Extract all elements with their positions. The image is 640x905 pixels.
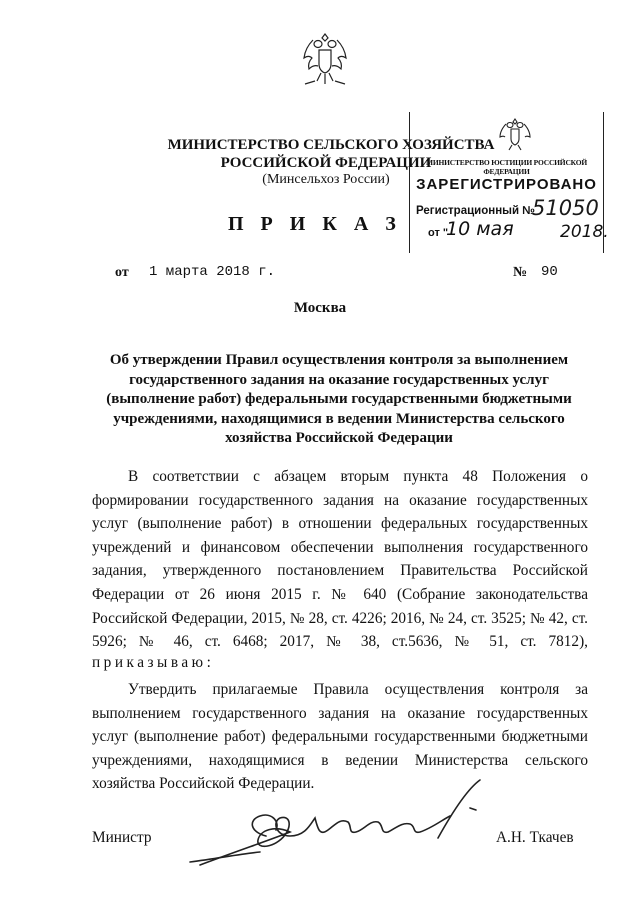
document-type: П Р И К А З (228, 213, 402, 235)
document-title: Об утверждении Правил осуществления контроля за выполнением государственного задания на оказание государственных услуг (выполнение работ) федеральными государственными бюджетными учреждениями, находящимися в ведении Министерства сельского хозяйства Российской Федерации (106, 352, 572, 447)
coat-of-arms-icon (299, 28, 351, 92)
body-paragraph-1: В соответствии с абзацем вторым пункта 48 Положения о формировании государственного задания на оказание государственных услуг (выполнение работ) в отношении федеральных государственных учреждений и финансовом обеспечении выполнения государственного задания, утвержденного постановлением Правительства Российской Федерации от 26 июня 2015 г. № 640 (Собрание законодательства Российской Федерации, 2015, № 28, ст. 4226; 2016, № 24, ст. 3525; № 42, ст. 5926; № 46, ст. 6468; 2017, № 38, ст.5636, № 51, ст. 7812), (92, 468, 588, 651)
orders-colon: : (206, 654, 211, 671)
stamp-ministry-name: МИНИСТЕРСТВО ЮСТИЦИИ РОССИЙСКОЙ ФЕДЕРАЦИИ (426, 158, 587, 176)
stamp-reg-number: 51050 (532, 196, 599, 220)
signatory-name: А.Н. Ткачев (496, 829, 574, 846)
ministry-short-name: (Минсельхоз России) (262, 172, 390, 187)
stamp-date-prefix: от " (428, 227, 449, 239)
body-paragraph-2: Утвердить прилагаемые Правила осуществления контроля за выполнением государственного задания на оказание государственных услуг (выполнение работ) федеральными государственными бюджетными учреждениями, находящимися в ведении Министерства сельского хозяйства Российской Федерации. (92, 681, 588, 793)
order-number: 90 (541, 264, 558, 280)
signatory-position: Министр (92, 829, 152, 846)
handwritten-signature (180, 770, 510, 880)
order-number-label: № (513, 265, 528, 280)
stamp-eagle-icon (497, 116, 533, 152)
city: Москва (293, 300, 347, 316)
stamp-reg-number-label: Регистрационный № (416, 205, 536, 217)
registration-stamp (409, 112, 609, 253)
order-date: 1 марта 2018 г. (149, 264, 276, 280)
ministry-name-line1: МИНИСТЕРСТВО СЕЛЬСКОГО ХОЗЯЙСТВА (167, 137, 495, 153)
stamp-date-value: 10 мая (446, 218, 514, 240)
orders-line (92, 654, 211, 672)
stamp-year: 2018. (560, 222, 609, 242)
ministry-name-line2: РОССИЙСКОЙ ФЕДЕРАЦИИ (220, 155, 432, 171)
stamp-registered-label: ЗАРЕГИСТРИРОВАНО (416, 176, 597, 193)
order-date-label: от (115, 265, 129, 280)
orders-word: приказываю (92, 654, 207, 671)
